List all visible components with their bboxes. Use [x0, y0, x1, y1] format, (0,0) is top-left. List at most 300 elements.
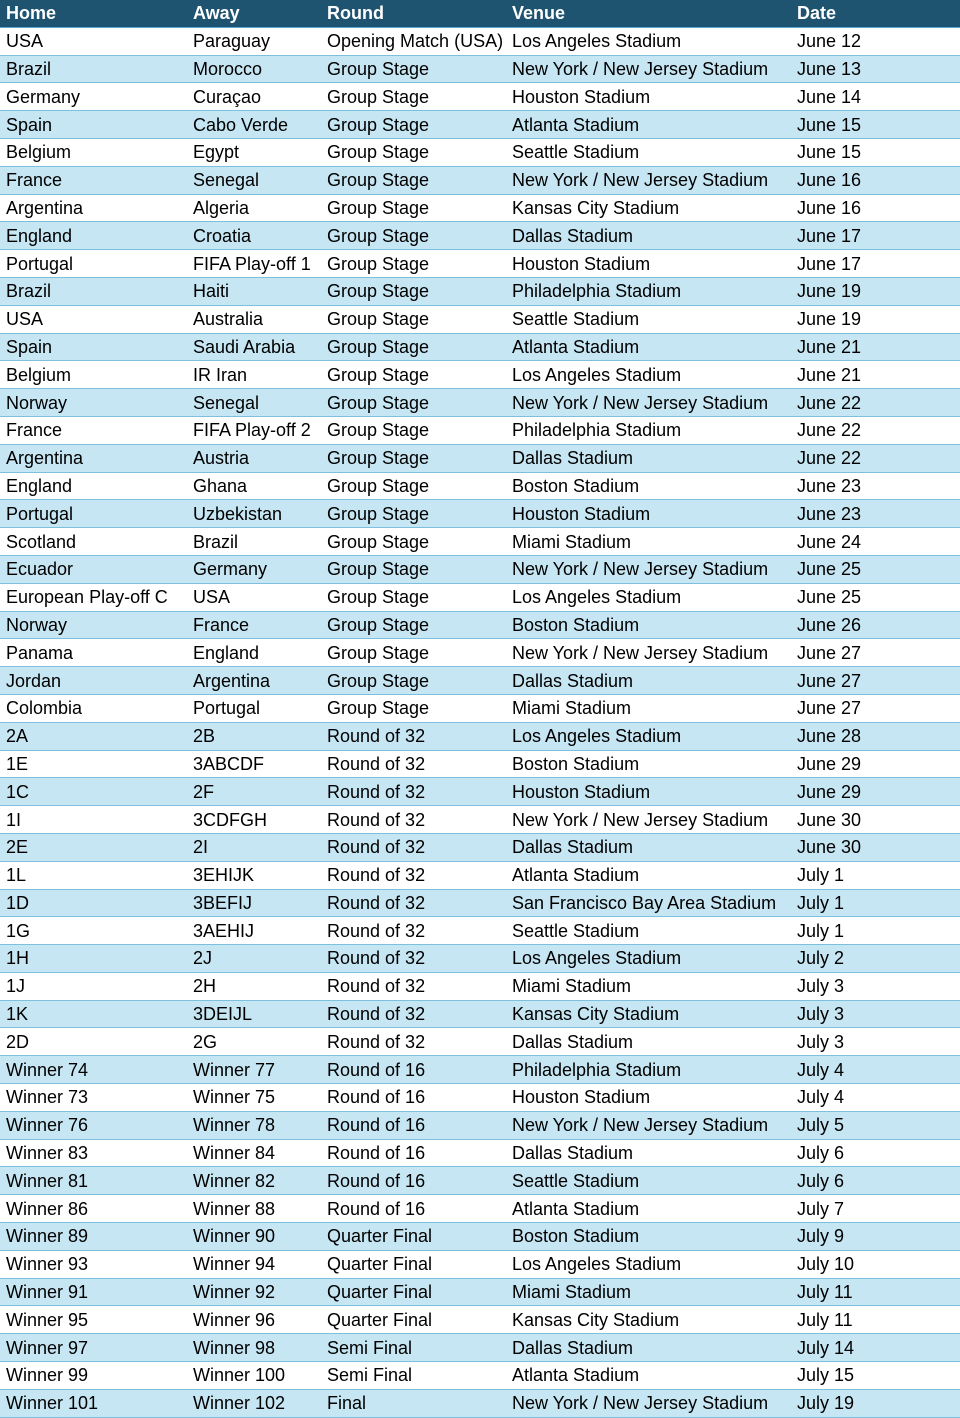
cell-venue: New York / New Jersey Stadium — [506, 55, 791, 83]
cell-date: July 15 — [791, 1362, 960, 1390]
table-row — [0, 861, 960, 889]
cell-away: Australia — [187, 305, 321, 333]
cell-date: June 21 — [791, 333, 960, 361]
cell-away: Ghana — [187, 472, 321, 500]
cell-venue: San Francisco Bay Area Stadium — [506, 889, 791, 917]
cell-date: June 24 — [791, 528, 960, 556]
cell-away: Haiti — [187, 277, 321, 305]
cell-home: Ecuador — [0, 555, 187, 583]
cell-home: Winner 97 — [0, 1334, 187, 1362]
table-row — [0, 1389, 960, 1417]
table-row — [0, 1084, 960, 1112]
cell-round: Round of 32 — [321, 972, 506, 1000]
cell-round: Group Stage — [321, 472, 506, 500]
cell-round: Round of 16 — [321, 1195, 506, 1223]
cell-date: July 11 — [791, 1278, 960, 1306]
cell-venue: Dallas Stadium — [506, 222, 791, 250]
cell-home: England — [0, 222, 187, 250]
table-row — [0, 694, 960, 722]
table-row — [0, 277, 960, 305]
cell-home: 1J — [0, 972, 187, 1000]
table-row — [0, 1278, 960, 1306]
cell-date: June 19 — [791, 277, 960, 305]
cell-away: Winner 77 — [187, 1056, 321, 1084]
cell-venue: Dallas Stadium — [506, 1028, 791, 1056]
cell-away: Portugal — [187, 694, 321, 722]
cell-venue: Seattle Stadium — [506, 1167, 791, 1195]
cell-round: Round of 16 — [321, 1139, 506, 1167]
cell-round: Group Stage — [321, 305, 506, 333]
cell-venue: Atlanta Stadium — [506, 1195, 791, 1223]
cell-venue: Houston Stadium — [506, 778, 791, 806]
table-row — [0, 750, 960, 778]
cell-venue: Los Angeles Stadium — [506, 27, 791, 55]
cell-away: FIFA Play-off 2 — [187, 416, 321, 444]
cell-date: July 3 — [791, 972, 960, 1000]
cell-away: Winner 96 — [187, 1306, 321, 1334]
cell-venue: New York / New Jersey Stadium — [506, 1389, 791, 1417]
table-row — [0, 166, 960, 194]
header-row — [0, 0, 960, 27]
cell-round: Opening Match (USA) — [321, 27, 506, 55]
cell-date: June 23 — [791, 472, 960, 500]
cell-home: Brazil — [0, 277, 187, 305]
cell-date: June 21 — [791, 361, 960, 389]
cell-date: July 6 — [791, 1139, 960, 1167]
cell-away: Argentina — [187, 667, 321, 695]
cell-home: Winner 74 — [0, 1056, 187, 1084]
cell-date: June 25 — [791, 555, 960, 583]
cell-away: Curaçao — [187, 83, 321, 111]
table-row — [0, 27, 960, 55]
cell-round: Round of 32 — [321, 945, 506, 973]
cell-round: Quarter Final — [321, 1250, 506, 1278]
cell-home: 1C — [0, 778, 187, 806]
table-row — [0, 1000, 960, 1028]
cell-round: Round of 32 — [321, 1028, 506, 1056]
cell-home: Jordan — [0, 667, 187, 695]
cell-away: Winner 84 — [187, 1139, 321, 1167]
cell-away: 3CDFGH — [187, 806, 321, 834]
cell-round: Group Stage — [321, 389, 506, 417]
table-row — [0, 222, 960, 250]
cell-date: June 14 — [791, 83, 960, 111]
cell-date: July 3 — [791, 1028, 960, 1056]
table-row — [0, 1056, 960, 1084]
cell-venue: Boston Stadium — [506, 1223, 791, 1251]
cell-home: Brazil — [0, 55, 187, 83]
cell-venue: Dallas Stadium — [506, 667, 791, 695]
column-header-home: Home — [0, 0, 187, 27]
column-header-venue: Venue — [506, 0, 791, 27]
cell-venue: Miami Stadium — [506, 1278, 791, 1306]
column-header-date: Date — [791, 0, 960, 27]
cell-home: Norway — [0, 389, 187, 417]
table-row — [0, 1139, 960, 1167]
cell-date: July 3 — [791, 1000, 960, 1028]
cell-round: Group Stage — [321, 333, 506, 361]
cell-date: June 30 — [791, 806, 960, 834]
cell-home: Panama — [0, 639, 187, 667]
cell-round: Round of 32 — [321, 778, 506, 806]
cell-away: Senegal — [187, 166, 321, 194]
table-row — [0, 583, 960, 611]
cell-home: Portugal — [0, 500, 187, 528]
table-row — [0, 833, 960, 861]
table-row — [0, 611, 960, 639]
cell-round: Quarter Final — [321, 1223, 506, 1251]
cell-round: Round of 16 — [321, 1084, 506, 1112]
cell-away: Saudi Arabia — [187, 333, 321, 361]
cell-home: Winner 76 — [0, 1111, 187, 1139]
cell-round: Semi Final — [321, 1334, 506, 1362]
table-row — [0, 1167, 960, 1195]
cell-date: June 23 — [791, 500, 960, 528]
cell-date: July 4 — [791, 1084, 960, 1112]
table-row — [0, 945, 960, 973]
cell-away: France — [187, 611, 321, 639]
cell-away: Brazil — [187, 528, 321, 556]
cell-away: England — [187, 639, 321, 667]
cell-round: Group Stage — [321, 667, 506, 695]
cell-away: 2H — [187, 972, 321, 1000]
cell-date: June 15 — [791, 138, 960, 166]
cell-away: Uzbekistan — [187, 500, 321, 528]
cell-date: June 27 — [791, 667, 960, 695]
table-row — [0, 889, 960, 917]
cell-home: 1I — [0, 806, 187, 834]
cell-venue: Philadelphia Stadium — [506, 1056, 791, 1084]
cell-home: Norway — [0, 611, 187, 639]
cell-date: June 27 — [791, 694, 960, 722]
cell-round: Group Stage — [321, 166, 506, 194]
cell-round: Group Stage — [321, 55, 506, 83]
cell-venue: Los Angeles Stadium — [506, 945, 791, 973]
cell-home: 2D — [0, 1028, 187, 1056]
cell-home: Winner 89 — [0, 1223, 187, 1251]
cell-date: July 9 — [791, 1223, 960, 1251]
cell-away: 2I — [187, 833, 321, 861]
table-row — [0, 1223, 960, 1251]
cell-date: July 11 — [791, 1306, 960, 1334]
cell-home: 1D — [0, 889, 187, 917]
table-row — [0, 389, 960, 417]
cell-round: Round of 32 — [321, 806, 506, 834]
table-row — [0, 500, 960, 528]
cell-home: Colombia — [0, 694, 187, 722]
cell-home: Scotland — [0, 528, 187, 556]
cell-home: Spain — [0, 111, 187, 139]
cell-date: July 1 — [791, 889, 960, 917]
table-row — [0, 917, 960, 945]
cell-date: June 22 — [791, 389, 960, 417]
cell-away: Germany — [187, 555, 321, 583]
cell-venue: Los Angeles Stadium — [506, 583, 791, 611]
cell-venue: New York / New Jersey Stadium — [506, 166, 791, 194]
table-row — [0, 361, 960, 389]
cell-date: June 12 — [791, 27, 960, 55]
cell-home: Spain — [0, 333, 187, 361]
table-row — [0, 111, 960, 139]
cell-home: 1H — [0, 945, 187, 973]
cell-venue: Los Angeles Stadium — [506, 361, 791, 389]
cell-round: Round of 32 — [321, 833, 506, 861]
cell-venue: Dallas Stadium — [506, 444, 791, 472]
cell-round: Semi Final — [321, 1362, 506, 1390]
cell-home: Germany — [0, 83, 187, 111]
cell-away: Winner 102 — [187, 1389, 321, 1417]
cell-away: Croatia — [187, 222, 321, 250]
column-header-away: Away — [187, 0, 321, 27]
cell-venue: New York / New Jersey Stadium — [506, 639, 791, 667]
table-row — [0, 555, 960, 583]
cell-away: Egypt — [187, 138, 321, 166]
table-row — [0, 1250, 960, 1278]
cell-away: Algeria — [187, 194, 321, 222]
cell-round: Round of 32 — [321, 722, 506, 750]
cell-home: Winner 91 — [0, 1278, 187, 1306]
cell-away: Cabo Verde — [187, 111, 321, 139]
table-row — [0, 639, 960, 667]
cell-home: Winner 93 — [0, 1250, 187, 1278]
cell-venue: New York / New Jersey Stadium — [506, 389, 791, 417]
cell-date: June 26 — [791, 611, 960, 639]
table-row — [0, 1334, 960, 1362]
cell-venue: Houston Stadium — [506, 250, 791, 278]
table-row — [0, 333, 960, 361]
cell-date: June 29 — [791, 750, 960, 778]
cell-date: July 4 — [791, 1056, 960, 1084]
table-row — [0, 1028, 960, 1056]
cell-away: Winner 100 — [187, 1362, 321, 1390]
cell-away: Paraguay — [187, 27, 321, 55]
table-row — [0, 416, 960, 444]
cell-round: Round of 32 — [321, 1000, 506, 1028]
cell-date: June 16 — [791, 166, 960, 194]
cell-home: Argentina — [0, 194, 187, 222]
cell-home: Winner 83 — [0, 1139, 187, 1167]
cell-home: France — [0, 416, 187, 444]
cell-date: June 17 — [791, 250, 960, 278]
cell-away: 3ABCDF — [187, 750, 321, 778]
cell-home: 1K — [0, 1000, 187, 1028]
cell-round: Group Stage — [321, 555, 506, 583]
cell-home: 1L — [0, 861, 187, 889]
cell-away: IR Iran — [187, 361, 321, 389]
cell-venue: Miami Stadium — [506, 972, 791, 1000]
cell-date: June 17 — [791, 222, 960, 250]
cell-venue: Atlanta Stadium — [506, 1362, 791, 1390]
table-row — [0, 1111, 960, 1139]
cell-venue: Boston Stadium — [506, 472, 791, 500]
cell-away: Winner 75 — [187, 1084, 321, 1112]
cell-round: Group Stage — [321, 583, 506, 611]
cell-away: 3AEHIJ — [187, 917, 321, 945]
cell-round: Quarter Final — [321, 1278, 506, 1306]
cell-home: Winner 99 — [0, 1362, 187, 1390]
cell-round: Group Stage — [321, 222, 506, 250]
cell-date: July 1 — [791, 917, 960, 945]
cell-date: July 5 — [791, 1111, 960, 1139]
cell-venue: Miami Stadium — [506, 694, 791, 722]
cell-home: Winner 101 — [0, 1389, 187, 1417]
cell-round: Group Stage — [321, 277, 506, 305]
cell-home: Portugal — [0, 250, 187, 278]
cell-venue: Atlanta Stadium — [506, 111, 791, 139]
cell-home: Belgium — [0, 361, 187, 389]
cell-date: July 6 — [791, 1167, 960, 1195]
cell-venue: New York / New Jersey Stadium — [506, 1111, 791, 1139]
cell-round: Final — [321, 1389, 506, 1417]
cell-round: Round of 32 — [321, 750, 506, 778]
cell-round: Group Stage — [321, 111, 506, 139]
cell-venue: New York / New Jersey Stadium — [506, 806, 791, 834]
cell-date: July 7 — [791, 1195, 960, 1223]
cell-away: Senegal — [187, 389, 321, 417]
cell-home: 2A — [0, 722, 187, 750]
cell-date: June 22 — [791, 416, 960, 444]
cell-away: 3EHIJK — [187, 861, 321, 889]
table-row — [0, 138, 960, 166]
cell-venue: Philadelphia Stadium — [506, 277, 791, 305]
cell-away: 3DEIJL — [187, 1000, 321, 1028]
cell-home: 2E — [0, 833, 187, 861]
cell-home: USA — [0, 305, 187, 333]
cell-away: Winner 82 — [187, 1167, 321, 1195]
table-header — [0, 0, 960, 27]
cell-round: Round of 32 — [321, 917, 506, 945]
cell-venue: Houston Stadium — [506, 83, 791, 111]
cell-date: June 19 — [791, 305, 960, 333]
cell-home: Belgium — [0, 138, 187, 166]
cell-round: Group Stage — [321, 500, 506, 528]
cell-round: Group Stage — [321, 250, 506, 278]
table-body — [0, 27, 960, 1417]
cell-venue: Kansas City Stadium — [506, 1306, 791, 1334]
cell-home: 1G — [0, 917, 187, 945]
table-row — [0, 194, 960, 222]
cell-round: Group Stage — [321, 361, 506, 389]
cell-home: Winner 81 — [0, 1167, 187, 1195]
cell-round: Round of 16 — [321, 1056, 506, 1084]
cell-away: FIFA Play-off 1 — [187, 250, 321, 278]
cell-venue: Boston Stadium — [506, 750, 791, 778]
cell-round: Round of 32 — [321, 861, 506, 889]
cell-venue: Boston Stadium — [506, 611, 791, 639]
cell-venue: New York / New Jersey Stadium — [506, 555, 791, 583]
cell-venue: Seattle Stadium — [506, 138, 791, 166]
table-row — [0, 1306, 960, 1334]
cell-away: 2G — [187, 1028, 321, 1056]
table-row — [0, 472, 960, 500]
cell-home: England — [0, 472, 187, 500]
cell-away: Austria — [187, 444, 321, 472]
cell-home: USA — [0, 27, 187, 55]
table-row — [0, 305, 960, 333]
cell-round: Round of 16 — [321, 1111, 506, 1139]
cell-round: Round of 16 — [321, 1167, 506, 1195]
cell-away: 2B — [187, 722, 321, 750]
cell-date: June 28 — [791, 722, 960, 750]
table-row — [0, 667, 960, 695]
cell-round: Group Stage — [321, 83, 506, 111]
table-row — [0, 972, 960, 1000]
cell-away: Winner 88 — [187, 1195, 321, 1223]
cell-venue: Atlanta Stadium — [506, 861, 791, 889]
cell-round: Group Stage — [321, 694, 506, 722]
cell-home: Argentina — [0, 444, 187, 472]
table-row — [0, 250, 960, 278]
cell-venue: Los Angeles Stadium — [506, 722, 791, 750]
cell-date: July 2 — [791, 945, 960, 973]
cell-date: June 29 — [791, 778, 960, 806]
cell-date: June 27 — [791, 639, 960, 667]
table-row — [0, 806, 960, 834]
cell-round: Group Stage — [321, 194, 506, 222]
cell-venue: Houston Stadium — [506, 1084, 791, 1112]
cell-venue: Kansas City Stadium — [506, 194, 791, 222]
cell-away: 2J — [187, 945, 321, 973]
cell-venue: Seattle Stadium — [506, 917, 791, 945]
cell-venue: Atlanta Stadium — [506, 333, 791, 361]
cell-venue: Philadelphia Stadium — [506, 416, 791, 444]
cell-away: Winner 78 — [187, 1111, 321, 1139]
cell-date: June 13 — [791, 55, 960, 83]
cell-round: Group Stage — [321, 611, 506, 639]
cell-venue: Seattle Stadium — [506, 305, 791, 333]
cell-venue: Kansas City Stadium — [506, 1000, 791, 1028]
cell-date: July 1 — [791, 861, 960, 889]
cell-date: June 16 — [791, 194, 960, 222]
cell-home: European Play-off C — [0, 583, 187, 611]
cell-venue: Dallas Stadium — [506, 1139, 791, 1167]
cell-date: July 14 — [791, 1334, 960, 1362]
table-row — [0, 778, 960, 806]
cell-away: Winner 90 — [187, 1223, 321, 1251]
cell-venue: Los Angeles Stadium — [506, 1250, 791, 1278]
cell-date: July 10 — [791, 1250, 960, 1278]
table-row — [0, 444, 960, 472]
cell-home: Winner 86 — [0, 1195, 187, 1223]
cell-venue: Dallas Stadium — [506, 1334, 791, 1362]
cell-date: July 19 — [791, 1389, 960, 1417]
cell-away: Winner 98 — [187, 1334, 321, 1362]
cell-home: Winner 73 — [0, 1084, 187, 1112]
table-row — [0, 1362, 960, 1390]
cell-round: Round of 32 — [321, 889, 506, 917]
cell-round: Quarter Final — [321, 1306, 506, 1334]
cell-date: June 15 — [791, 111, 960, 139]
cell-date: June 30 — [791, 833, 960, 861]
cell-round: Group Stage — [321, 416, 506, 444]
cell-round: Group Stage — [321, 528, 506, 556]
cell-round: Group Stage — [321, 138, 506, 166]
cell-round: Group Stage — [321, 639, 506, 667]
cell-away: USA — [187, 583, 321, 611]
table-row — [0, 1195, 960, 1223]
cell-date: June 22 — [791, 444, 960, 472]
cell-venue: Houston Stadium — [506, 500, 791, 528]
cell-away: Winner 94 — [187, 1250, 321, 1278]
table-row — [0, 528, 960, 556]
cell-away: 3BEFIJ — [187, 889, 321, 917]
cell-away: Winner 92 — [187, 1278, 321, 1306]
cell-date: June 25 — [791, 583, 960, 611]
column-header-round: Round — [321, 0, 506, 27]
cell-venue: Miami Stadium — [506, 528, 791, 556]
table-row — [0, 83, 960, 111]
cell-venue: Dallas Stadium — [506, 833, 791, 861]
